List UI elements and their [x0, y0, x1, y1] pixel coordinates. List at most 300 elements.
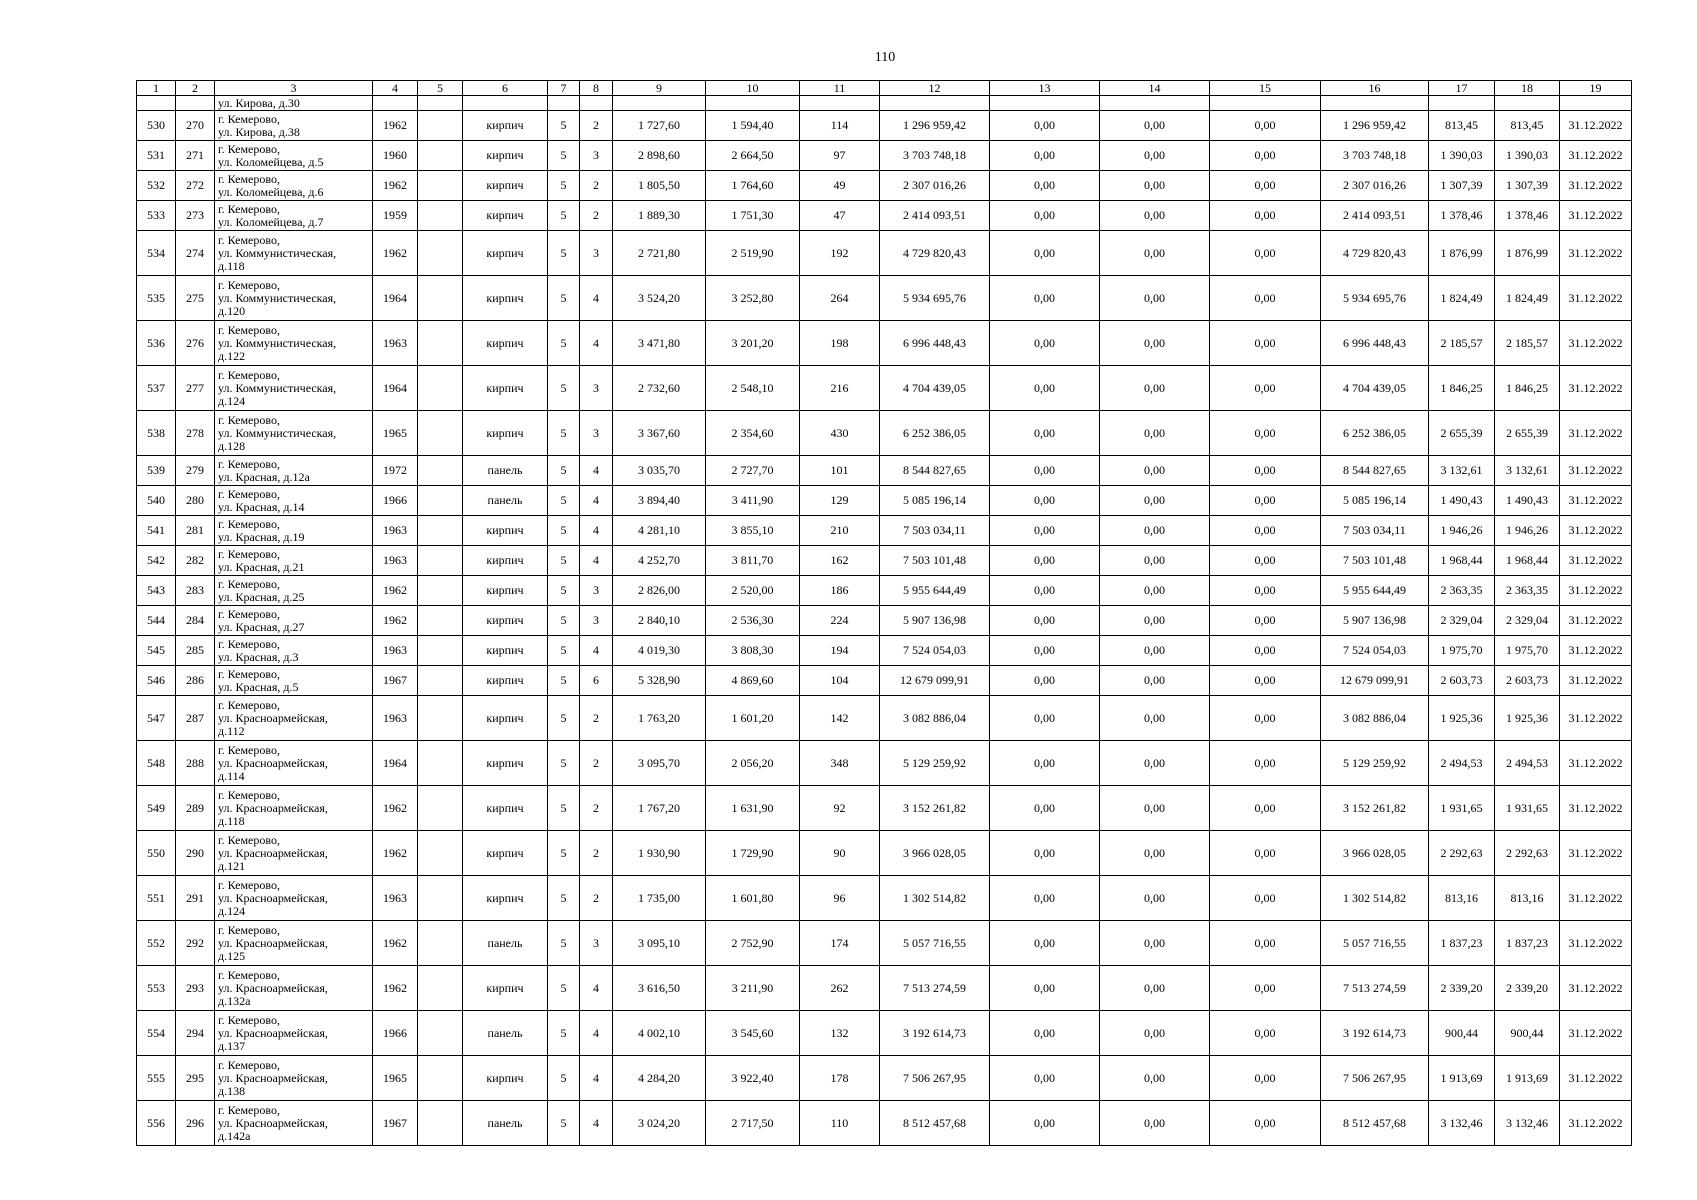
- address-line: ул. Красноармейская,: [218, 935, 328, 950]
- cell-deadline: 31.12.2022: [1560, 276, 1632, 321]
- cell-max-unit-cost: 900,44: [1495, 1011, 1560, 1056]
- cell-unit-cost: 1 946,26: [1429, 516, 1495, 546]
- cell-row-number: 532: [137, 171, 176, 201]
- cell-floors: 5: [548, 606, 580, 636]
- address-line: ул. Кирова, д.38: [218, 124, 300, 139]
- cell-total-area: 4 281,10: [613, 516, 706, 546]
- cell-cost-total: 8 544 827,65: [880, 456, 990, 486]
- cell-entrances: 2: [580, 786, 613, 831]
- cell-living-area: 4 869,60: [706, 666, 800, 696]
- table-row: [137, 786, 1632, 831]
- cell-wall-material: панель: [463, 486, 548, 516]
- cell-col14: 0,00: [1100, 276, 1210, 321]
- cell-wall-material: кирпич: [463, 546, 548, 576]
- cell-col15: 0,00: [1210, 666, 1321, 696]
- column-header: 12: [880, 81, 990, 96]
- cell-total-area: 4 019,30: [613, 636, 706, 666]
- cell-col14: 0,00: [1100, 1056, 1210, 1101]
- address-line: г. Кемерово,: [218, 412, 280, 427]
- cell-cost-total: 7 524 054,03: [880, 636, 990, 666]
- cell-total-area: 3 894,40: [613, 486, 706, 516]
- table-row: [137, 111, 1632, 141]
- cell-house-number: 286: [176, 666, 215, 696]
- cell-deadline: 31.12.2022: [1560, 171, 1632, 201]
- cell-house-number: 273: [176, 201, 215, 231]
- cell-col5: [418, 1011, 463, 1056]
- cell-cost-total: 5 907 136,98: [880, 606, 990, 636]
- column-header: 13: [990, 81, 1100, 96]
- cell-row-number: 535: [137, 276, 176, 321]
- cell-max-unit-cost: 2 339,20: [1495, 966, 1560, 1011]
- cell-unit-cost: 1 846,25: [1429, 366, 1495, 411]
- cell-year: 1962: [373, 231, 418, 276]
- cell-floors: 5: [548, 456, 580, 486]
- cell-house-number: 271: [176, 141, 215, 171]
- cell-wall-material: кирпич: [463, 201, 548, 231]
- column-header: 3: [215, 81, 373, 96]
- cell-unit-cost: 2 494,53: [1429, 741, 1495, 786]
- cell-cost-owners: 5 955 644,49: [1321, 576, 1429, 606]
- address-line: г. Кемерово,: [218, 141, 280, 156]
- cell-col13: 0,00: [990, 831, 1100, 876]
- cell-living-area: 3 411,90: [706, 486, 800, 516]
- cell-entrances: 3: [580, 141, 613, 171]
- cell-entrances: 4: [580, 546, 613, 576]
- cell-year: 1962: [373, 111, 418, 141]
- cell-living-area: 2 520,00: [706, 576, 800, 606]
- cell-col5: [418, 786, 463, 831]
- cell-residents: 101: [800, 456, 880, 486]
- cell-cost-owners: 3 966 028,05: [1321, 831, 1429, 876]
- cell-row-number: 538: [137, 411, 176, 456]
- cell-col14: 0,00: [1100, 966, 1210, 1011]
- cell-deadline: 31.12.2022: [1560, 141, 1632, 171]
- cell-cost-owners: 1 302 514,82: [1321, 876, 1429, 921]
- column-header: 2: [176, 81, 215, 96]
- cell-address: [215, 666, 373, 696]
- cell-house-number: 276: [176, 321, 215, 366]
- cell-floors: 5: [548, 741, 580, 786]
- column-header: 15: [1210, 81, 1321, 96]
- address-line: г. Кемерово,: [218, 516, 280, 531]
- cell-max-unit-cost: 813,45: [1495, 111, 1560, 141]
- address-line: г. Кемерово,: [218, 697, 280, 712]
- cell-col5: [418, 1101, 463, 1146]
- cell-max-unit-cost: 813,16: [1495, 876, 1560, 921]
- cell-col15: 0,00: [1210, 141, 1321, 171]
- cell-residents: 174: [800, 921, 880, 966]
- cell-max-unit-cost: 1 925,36: [1495, 696, 1560, 741]
- cell-row-number: 534: [137, 231, 176, 276]
- table-body: [137, 81, 1632, 1146]
- cell-col13: 0,00: [990, 321, 1100, 366]
- cell-empty: [1210, 96, 1321, 111]
- cell-floors: 5: [548, 576, 580, 606]
- cell-col5: [418, 966, 463, 1011]
- cell-col13: 0,00: [990, 366, 1100, 411]
- cell-col15: 0,00: [1210, 411, 1321, 456]
- cell-living-area: 3 252,80: [706, 276, 800, 321]
- cell-wall-material: кирпич: [463, 111, 548, 141]
- cell-entrances: 3: [580, 921, 613, 966]
- cell-col5: [418, 1056, 463, 1101]
- column-header: 18: [1495, 81, 1560, 96]
- cell-house-number: 283: [176, 576, 215, 606]
- address-line: д.128: [218, 438, 246, 453]
- cell-living-area: 1 601,20: [706, 696, 800, 741]
- cell-residents: 348: [800, 741, 880, 786]
- cell-entrances: 4: [580, 1056, 613, 1101]
- cell-empty: [418, 96, 463, 111]
- cell-floors: 5: [548, 201, 580, 231]
- cell-deadline: 31.12.2022: [1560, 576, 1632, 606]
- cell-total-area: 5 328,90: [613, 666, 706, 696]
- table-row: [137, 831, 1632, 876]
- cell-empty: [176, 96, 215, 111]
- cell-col5: [418, 411, 463, 456]
- cell-wall-material: кирпич: [463, 411, 548, 456]
- cell-address: [215, 696, 373, 741]
- table-row: [137, 576, 1632, 606]
- cell-floors: 5: [548, 141, 580, 171]
- cell-living-area: 2 519,90: [706, 231, 800, 276]
- cell-address: [215, 411, 373, 456]
- cell-col5: [418, 696, 463, 741]
- table-row: [137, 411, 1632, 456]
- cell-wall-material: кирпич: [463, 741, 548, 786]
- cell-row-number: 539: [137, 456, 176, 486]
- address-line: г. Кемерово,: [218, 486, 280, 501]
- cell-address: [215, 276, 373, 321]
- cell-floors: 5: [548, 231, 580, 276]
- cell-row-number: 554: [137, 1011, 176, 1056]
- cell-residents: 132: [800, 1011, 880, 1056]
- cell-cost-total: 5 934 695,76: [880, 276, 990, 321]
- cell-col15: 0,00: [1210, 876, 1321, 921]
- address-line: д.132а: [218, 993, 251, 1008]
- cell-cost-total: 6 996 448,43: [880, 321, 990, 366]
- cell-floors: 5: [548, 696, 580, 741]
- cell-wall-material: кирпич: [463, 636, 548, 666]
- column-header: 14: [1100, 81, 1210, 96]
- cell-total-area: 1 735,00: [613, 876, 706, 921]
- cell-unit-cost: 2 603,73: [1429, 666, 1495, 696]
- cell-floors: 5: [548, 366, 580, 411]
- cell-floors: 5: [548, 321, 580, 366]
- table-row: [137, 1101, 1632, 1146]
- address-line: г. Кемерово,: [218, 877, 280, 892]
- cell-residents: 178: [800, 1056, 880, 1101]
- table-row: [137, 636, 1632, 666]
- cell-entrances: 2: [580, 696, 613, 741]
- cell-col15: 0,00: [1210, 516, 1321, 546]
- cell-year: 1966: [373, 486, 418, 516]
- cell-deadline: 31.12.2022: [1560, 546, 1632, 576]
- cell-unit-cost: 1 378,46: [1429, 201, 1495, 231]
- cell-col15: 0,00: [1210, 321, 1321, 366]
- table-row: [137, 171, 1632, 201]
- cell-cost-owners: 8 512 457,68: [1321, 1101, 1429, 1146]
- cell-max-unit-cost: 1 913,69: [1495, 1056, 1560, 1101]
- cell-living-area: 3 201,20: [706, 321, 800, 366]
- address-line: д.121: [218, 858, 246, 873]
- cell-col5: [418, 516, 463, 546]
- cell-entrances: 2: [580, 876, 613, 921]
- cell-row-number: 556: [137, 1101, 176, 1146]
- cell-entrances: 4: [580, 1011, 613, 1056]
- cell-total-area: 2 732,60: [613, 366, 706, 411]
- cell-living-area: 2 056,20: [706, 741, 800, 786]
- cell-row-number: 553: [137, 966, 176, 1011]
- cell-entrances: 3: [580, 231, 613, 276]
- address-line: ул. Коммунистическая,: [218, 245, 337, 260]
- cell-cost-total: 8 512 457,68: [880, 1101, 990, 1146]
- cell-floors: 5: [548, 876, 580, 921]
- column-number-row: [137, 81, 1632, 96]
- cell-deadline: 31.12.2022: [1560, 516, 1632, 546]
- cell-deadline: 31.12.2022: [1560, 921, 1632, 966]
- cell-unit-cost: 1 390,03: [1429, 141, 1495, 171]
- cell-entrances: 3: [580, 411, 613, 456]
- cell-col15: 0,00: [1210, 546, 1321, 576]
- cell-address: [215, 576, 373, 606]
- cell-col13: 0,00: [990, 141, 1100, 171]
- cell-cost-total: 2 414 093,51: [880, 201, 990, 231]
- cell-entrances: 4: [580, 321, 613, 366]
- cell-year: 1963: [373, 516, 418, 546]
- cell-empty: [463, 96, 548, 111]
- cell-col14: 0,00: [1100, 576, 1210, 606]
- cell-row-number: 547: [137, 696, 176, 741]
- cell-year: 1965: [373, 1056, 418, 1101]
- cell-cost-owners: 6 252 386,05: [1321, 411, 1429, 456]
- cell-col14: 0,00: [1100, 741, 1210, 786]
- cell-residents: 49: [800, 171, 880, 201]
- cell-empty: [1100, 96, 1210, 111]
- cell-year: 1962: [373, 576, 418, 606]
- cell-year: 1966: [373, 1011, 418, 1056]
- cell-residents: 129: [800, 486, 880, 516]
- table-row: [137, 231, 1632, 276]
- cell-cost-owners: 7 503 101,48: [1321, 546, 1429, 576]
- cell-col14: 0,00: [1100, 831, 1210, 876]
- cell-house-number: 288: [176, 741, 215, 786]
- cell-col15: 0,00: [1210, 111, 1321, 141]
- cell-col5: [418, 321, 463, 366]
- cell-deadline: 31.12.2022: [1560, 606, 1632, 636]
- table-row: [137, 321, 1632, 366]
- cell-row-number: 545: [137, 636, 176, 666]
- cell-floors: 5: [548, 516, 580, 546]
- cell-wall-material: кирпич: [463, 966, 548, 1011]
- cell-empty: [580, 96, 613, 111]
- cell-col13: 0,00: [990, 1011, 1100, 1056]
- cell-deadline: 31.12.2022: [1560, 831, 1632, 876]
- cell-living-area: 2 536,30: [706, 606, 800, 636]
- cell-living-area: 3 545,60: [706, 1011, 800, 1056]
- cell-year: 1967: [373, 1101, 418, 1146]
- cell-wall-material: кирпич: [463, 666, 548, 696]
- cell-wall-material: кирпич: [463, 321, 548, 366]
- cell-cost-total: 7 513 274,59: [880, 966, 990, 1011]
- cell-unit-cost: 3 132,46: [1429, 1101, 1495, 1146]
- address-line: ул. Коммунистическая,: [218, 425, 337, 440]
- cell-residents: 110: [800, 1101, 880, 1146]
- cell-cost-total: 5 955 644,49: [880, 576, 990, 606]
- cell-deadline: 31.12.2022: [1560, 876, 1632, 921]
- cell-entrances: 2: [580, 171, 613, 201]
- cell-residents: 114: [800, 111, 880, 141]
- table-row: [137, 546, 1632, 576]
- cell-max-unit-cost: 1 846,25: [1495, 366, 1560, 411]
- cell-house-number: 289: [176, 786, 215, 831]
- cell-cost-total: 7 503 101,48: [880, 546, 990, 576]
- cell-house-number: 275: [176, 276, 215, 321]
- cell-address: [215, 876, 373, 921]
- cell-col14: 0,00: [1100, 141, 1210, 171]
- cell-entrances: 4: [580, 516, 613, 546]
- cell-cost-total: 1 296 959,42: [880, 111, 990, 141]
- cell-col13: 0,00: [990, 456, 1100, 486]
- cell-row-number: 531: [137, 141, 176, 171]
- address-line: г. Кемерово,: [218, 1012, 280, 1027]
- cell-cost-owners: 2 307 016,26: [1321, 171, 1429, 201]
- address-line: ул. Красная, д.5: [218, 679, 299, 694]
- cell-year: 1963: [373, 876, 418, 921]
- cell-deadline: 31.12.2022: [1560, 1011, 1632, 1056]
- cell-unit-cost: 1 931,65: [1429, 786, 1495, 831]
- cell-max-unit-cost: 1 876,99: [1495, 231, 1560, 276]
- cell-col5: [418, 921, 463, 966]
- cell-residents: 210: [800, 516, 880, 546]
- cell-year: 1960: [373, 141, 418, 171]
- address-line: г. Кемерово,: [218, 232, 280, 247]
- cell-year: 1964: [373, 741, 418, 786]
- cell-col15: 0,00: [1210, 171, 1321, 201]
- address-line: ул. Красная, д.12а: [218, 469, 310, 484]
- cell-row-number: 555: [137, 1056, 176, 1101]
- cell-col13: 0,00: [990, 516, 1100, 546]
- cell-unit-cost: 1 968,44: [1429, 546, 1495, 576]
- cell-col15: 0,00: [1210, 966, 1321, 1011]
- cell-max-unit-cost: 1 824,49: [1495, 276, 1560, 321]
- cell-col15: 0,00: [1210, 276, 1321, 321]
- cell-cost-total: 12 679 099,91: [880, 666, 990, 696]
- table-row: [137, 876, 1632, 921]
- cell-cost-owners: 7 524 054,03: [1321, 636, 1429, 666]
- cell-address: [215, 966, 373, 1011]
- table-row: [137, 921, 1632, 966]
- table-row: [137, 276, 1632, 321]
- table-row: [137, 1056, 1632, 1101]
- cell-col5: [418, 171, 463, 201]
- cell-unit-cost: 1 824,49: [1429, 276, 1495, 321]
- cell-col14: 0,00: [1100, 171, 1210, 201]
- cell-row-number: 540: [137, 486, 176, 516]
- column-header: 5: [418, 81, 463, 96]
- cell-deadline: 31.12.2022: [1560, 201, 1632, 231]
- table-row: [137, 696, 1632, 741]
- cell-col15: 0,00: [1210, 576, 1321, 606]
- cell-col14: 0,00: [1100, 231, 1210, 276]
- cell-entrances: 6: [580, 666, 613, 696]
- cell-cost-total: 3 192 614,73: [880, 1011, 990, 1056]
- cell-address: [215, 831, 373, 876]
- cell-col15: 0,00: [1210, 201, 1321, 231]
- cell-entrances: 4: [580, 486, 613, 516]
- cell-col5: [418, 366, 463, 411]
- cell-residents: 262: [800, 966, 880, 1011]
- cell-row-number: 548: [137, 741, 176, 786]
- cell-total-area: 4 002,10: [613, 1011, 706, 1056]
- cell-wall-material: кирпич: [463, 1056, 548, 1101]
- cell-col13: 0,00: [990, 606, 1100, 636]
- cell-living-area: 1 631,90: [706, 786, 800, 831]
- cell-empty: [1560, 96, 1632, 111]
- cell-total-area: 3 524,20: [613, 276, 706, 321]
- cell-wall-material: панель: [463, 456, 548, 486]
- cell-total-area: 2 721,80: [613, 231, 706, 276]
- cell-total-area: 3 035,70: [613, 456, 706, 486]
- cell-cost-owners: 5 934 695,76: [1321, 276, 1429, 321]
- cell-year: 1965: [373, 411, 418, 456]
- address-line: г. Кемерово,: [218, 277, 280, 292]
- cell-address: [215, 231, 373, 276]
- cell-col5: [418, 831, 463, 876]
- cell-max-unit-cost: 2 603,73: [1495, 666, 1560, 696]
- cell-living-area: 3 808,30: [706, 636, 800, 666]
- cell-col15: 0,00: [1210, 921, 1321, 966]
- cell-row-number: 541: [137, 516, 176, 546]
- cell-address: [215, 516, 373, 546]
- cell-empty: [990, 96, 1100, 111]
- cell-total-area: 3 095,10: [613, 921, 706, 966]
- cell-unit-cost: 813,45: [1429, 111, 1495, 141]
- address-line: г. Кемерово,: [218, 201, 280, 216]
- cell-unit-cost: 1 876,99: [1429, 231, 1495, 276]
- cell-entrances: 4: [580, 966, 613, 1011]
- cell-col15: 0,00: [1210, 606, 1321, 636]
- cell-cost-owners: 6 996 448,43: [1321, 321, 1429, 366]
- cell-address: [215, 486, 373, 516]
- cell-unit-cost: 1 925,36: [1429, 696, 1495, 741]
- cell-col14: 0,00: [1100, 636, 1210, 666]
- address-line: г. Кемерово,: [218, 636, 280, 651]
- cell-max-unit-cost: 1 307,39: [1495, 171, 1560, 201]
- cell-wall-material: кирпич: [463, 696, 548, 741]
- address-line: д.142а: [218, 1128, 251, 1143]
- cell-house-number: 291: [176, 876, 215, 921]
- cell-col13: 0,00: [990, 171, 1100, 201]
- cell-living-area: 2 752,90: [706, 921, 800, 966]
- cell-residents: 192: [800, 231, 880, 276]
- cell-col13: 0,00: [990, 546, 1100, 576]
- cell-residents: 97: [800, 141, 880, 171]
- cell-cost-total: 1 302 514,82: [880, 876, 990, 921]
- cell-empty: [373, 96, 418, 111]
- cell-floors: 5: [548, 1011, 580, 1056]
- cell-address: [215, 1056, 373, 1101]
- cell-col14: 0,00: [1100, 411, 1210, 456]
- column-header: 1: [137, 81, 176, 96]
- cell-col13: 0,00: [990, 636, 1100, 666]
- cell-row-number: 549: [137, 786, 176, 831]
- cell-wall-material: кирпич: [463, 576, 548, 606]
- page-number: 110: [874, 50, 896, 65]
- cell-living-area: 1 729,90: [706, 831, 800, 876]
- address-line: д.122: [218, 348, 246, 363]
- cell-col14: 0,00: [1100, 201, 1210, 231]
